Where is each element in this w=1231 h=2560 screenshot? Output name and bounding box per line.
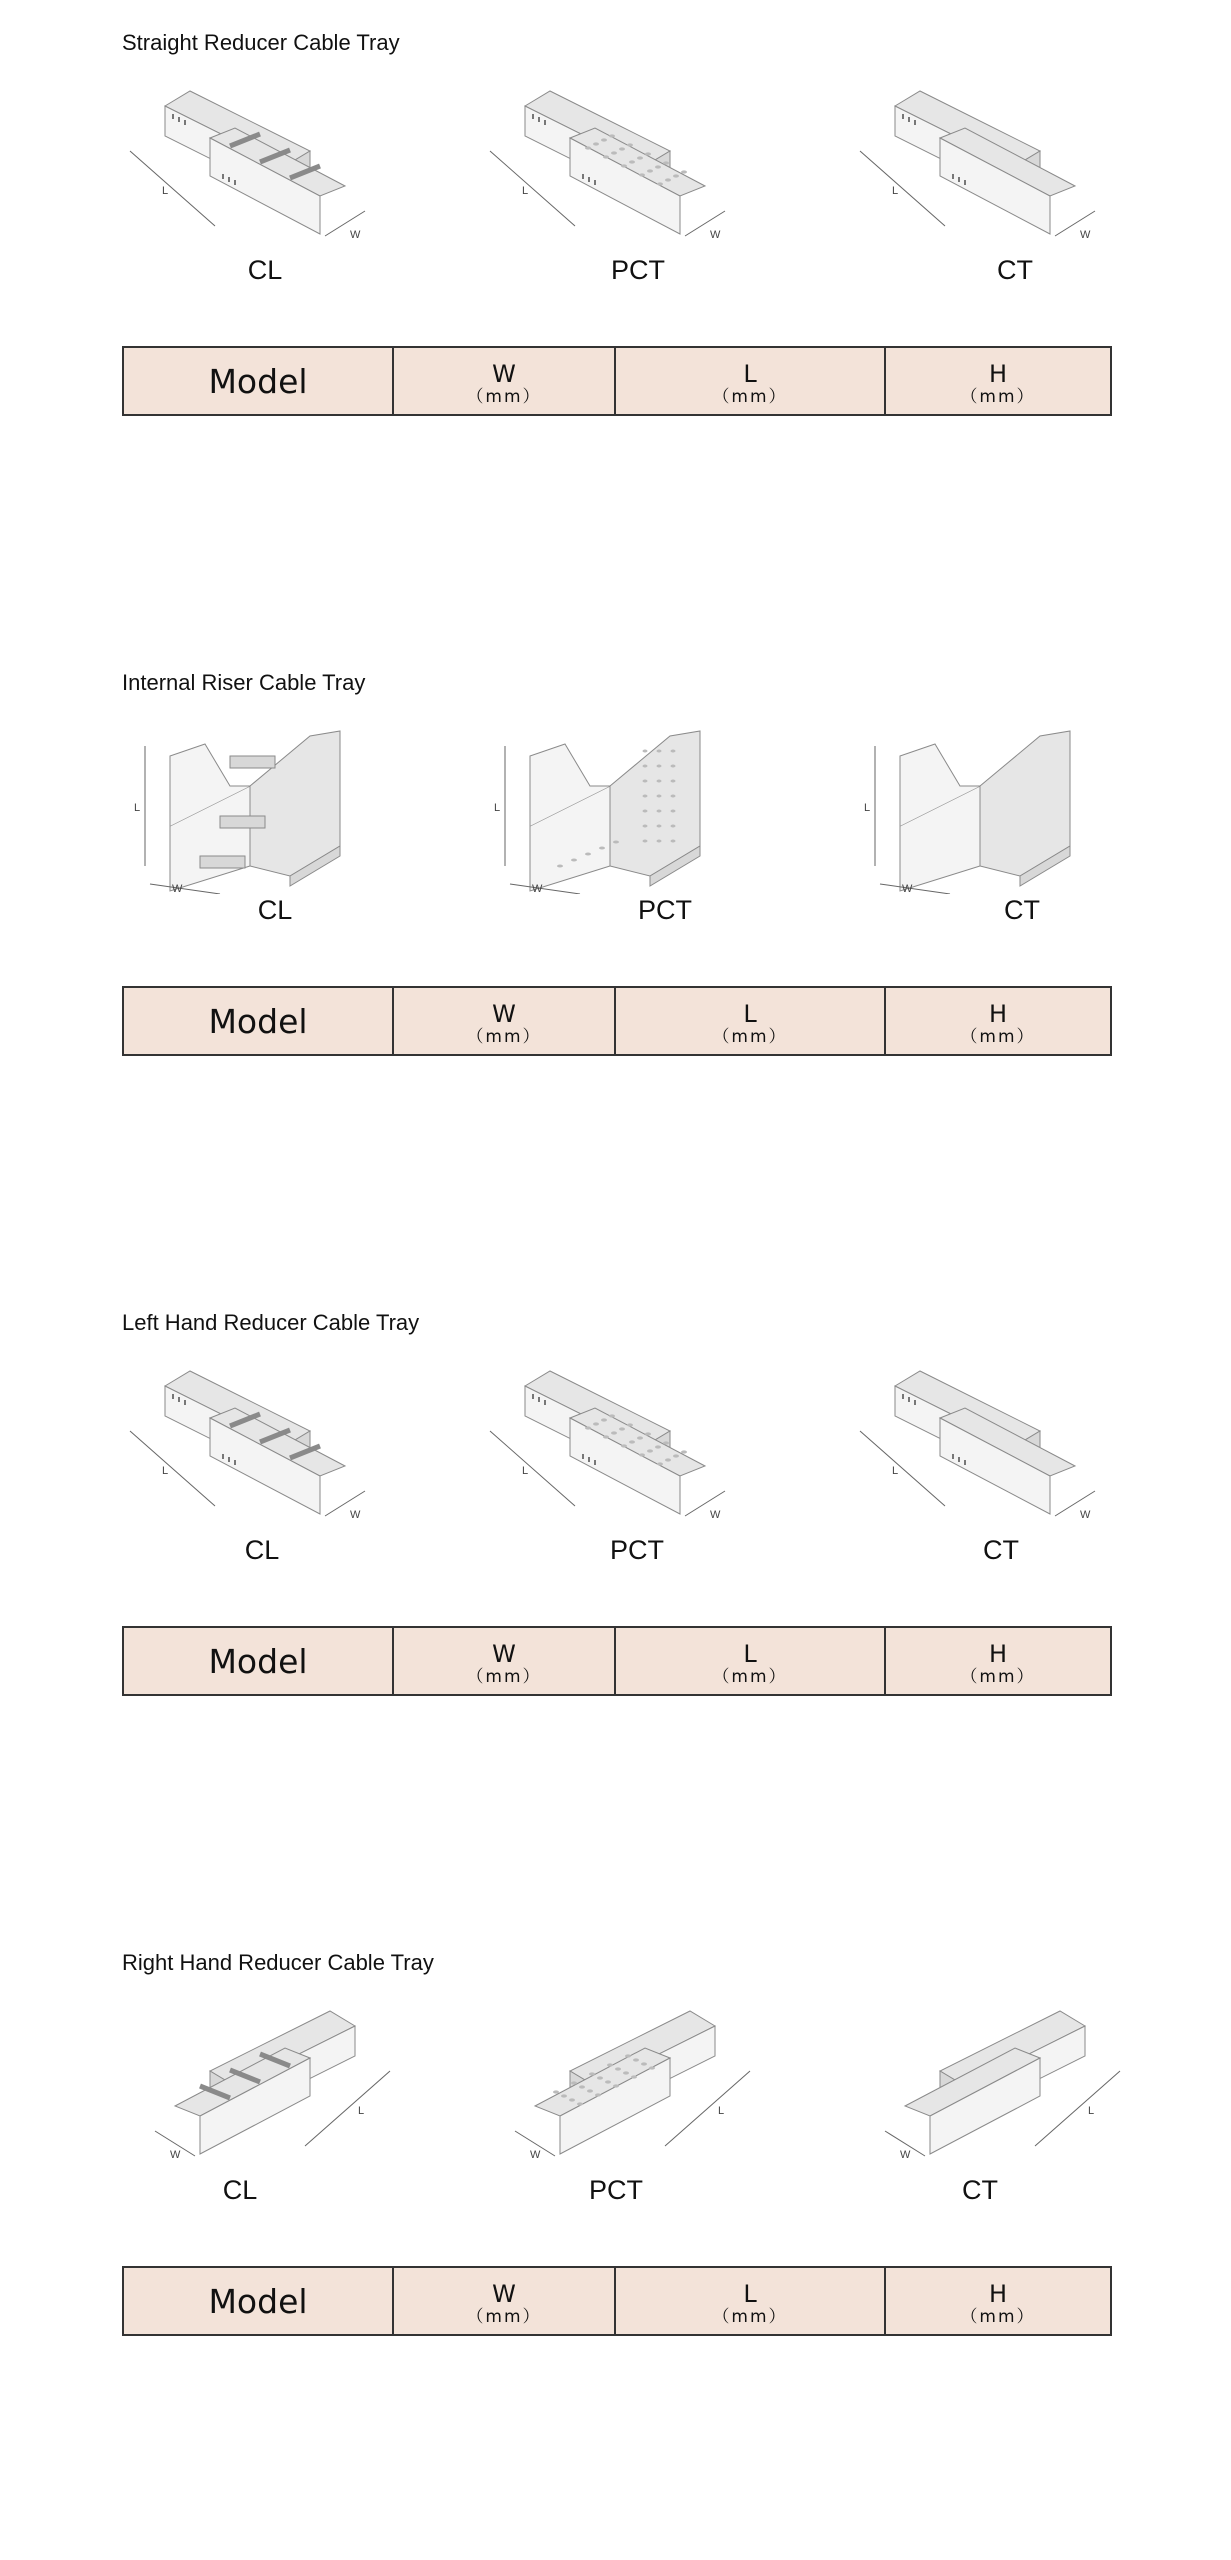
table-header-row bbox=[123, 1627, 1111, 1695]
svg-text:W: W bbox=[900, 2149, 911, 2161]
tray-illustration-cl bbox=[110, 1356, 410, 1534]
table-header-row bbox=[123, 2267, 1111, 2335]
header-model: Model bbox=[123, 987, 393, 1055]
cable-tray-cl-icon bbox=[110, 1996, 410, 2174]
cable-tray-pct-icon bbox=[470, 1996, 770, 2174]
svg-text:W: W bbox=[170, 2149, 181, 2161]
svg-text:W: W bbox=[710, 229, 721, 241]
spec-table bbox=[122, 986, 1112, 1056]
tray-illustration-pct bbox=[470, 76, 770, 254]
header-h: H （mm） bbox=[885, 987, 1111, 1055]
header-model: Model bbox=[123, 1627, 393, 1695]
spec-table bbox=[122, 1626, 1112, 1696]
variant-caption-ct: CT bbox=[962, 2175, 998, 2205]
header-model: Model bbox=[123, 2267, 393, 2335]
section-title: Right Hand Reducer Cable Tray bbox=[122, 1950, 434, 1975]
tray-illustration-pct bbox=[470, 716, 770, 894]
section-title: Straight Reducer Cable Tray bbox=[122, 30, 400, 55]
table-header-row bbox=[123, 347, 1111, 415]
svg-text:L: L bbox=[718, 2105, 725, 2117]
product-section bbox=[0, 1280, 1231, 1920]
variant-caption-pct: PCT bbox=[589, 2175, 643, 2205]
svg-text:L: L bbox=[162, 1465, 169, 1477]
variant-caption-pct: PCT bbox=[611, 255, 665, 285]
svg-text:W: W bbox=[172, 883, 183, 894]
svg-text:W: W bbox=[902, 883, 913, 894]
svg-text:L: L bbox=[892, 185, 899, 197]
cable-tray-cl-icon bbox=[110, 716, 410, 894]
variant-caption-cl: CL bbox=[247, 255, 283, 285]
svg-text:L: L bbox=[494, 802, 501, 814]
header-l: L （mm） bbox=[615, 987, 885, 1055]
cable-tray-pct-icon bbox=[470, 76, 770, 254]
table-header-row bbox=[123, 987, 1111, 1055]
svg-text:W: W bbox=[350, 229, 361, 241]
cable-tray-cl-icon bbox=[110, 76, 410, 254]
cable-tray-cl-icon bbox=[110, 1356, 410, 1534]
header-h: H （mm） bbox=[885, 1627, 1111, 1695]
tray-illustration-ct bbox=[840, 1996, 1140, 2174]
svg-text:W: W bbox=[530, 2149, 541, 2161]
tray-illustration-ct bbox=[840, 1356, 1140, 1534]
svg-text:L: L bbox=[892, 1465, 899, 1477]
section-title: Left Hand Reducer Cable Tray bbox=[122, 1310, 420, 1335]
cable-tray-pct-icon bbox=[470, 1356, 770, 1534]
tray-illustration-pct bbox=[470, 1996, 770, 2174]
cable-tray-ct-icon bbox=[840, 716, 1140, 894]
cable-tray-pct-icon bbox=[470, 716, 770, 894]
header-w: W （mm） bbox=[393, 1627, 615, 1695]
header-l: L （mm） bbox=[615, 347, 885, 415]
tray-illustration-cl bbox=[110, 716, 410, 894]
variant-caption-cl: CL bbox=[222, 2175, 258, 2205]
variant-caption-cl: CL bbox=[244, 1535, 280, 1565]
svg-text:W: W bbox=[532, 883, 543, 894]
variant-caption-ct: CT bbox=[997, 255, 1033, 285]
variant-caption-pct: PCT bbox=[610, 1535, 664, 1565]
svg-text:L: L bbox=[522, 185, 529, 197]
variant-caption-pct: PCT bbox=[638, 895, 692, 925]
svg-text:W: W bbox=[1080, 229, 1091, 241]
svg-text:L: L bbox=[522, 1465, 529, 1477]
cable-tray-ct-icon bbox=[840, 1996, 1140, 2174]
product-section bbox=[0, 0, 1231, 640]
spec-table bbox=[122, 346, 1112, 416]
header-w: W （mm） bbox=[393, 347, 615, 415]
header-w: W （mm） bbox=[393, 2267, 615, 2335]
header-h: H （mm） bbox=[885, 347, 1111, 415]
svg-text:W: W bbox=[350, 1509, 361, 1521]
header-l: L （mm） bbox=[615, 1627, 885, 1695]
header-h: H （mm） bbox=[885, 2267, 1111, 2335]
tray-illustration-ct bbox=[840, 716, 1140, 894]
variant-caption-cl: CL bbox=[257, 895, 293, 925]
svg-text:W: W bbox=[710, 1509, 721, 1521]
cable-tray-ct-icon bbox=[840, 76, 1140, 254]
svg-text:L: L bbox=[162, 185, 169, 197]
tray-illustration-cl bbox=[110, 76, 410, 254]
tray-illustration-cl bbox=[110, 1996, 410, 2174]
section-title: Internal Riser Cable Tray bbox=[122, 670, 366, 695]
header-l: L （mm） bbox=[615, 2267, 885, 2335]
product-section bbox=[0, 1920, 1231, 2560]
svg-text:L: L bbox=[134, 802, 141, 814]
tray-illustration-ct bbox=[840, 76, 1140, 254]
header-w: W （mm） bbox=[393, 987, 615, 1055]
cable-tray-ct-icon bbox=[840, 1356, 1140, 1534]
product-section bbox=[0, 640, 1231, 1280]
spec-table bbox=[122, 2266, 1112, 2336]
svg-text:L: L bbox=[864, 802, 871, 814]
tray-illustration-pct bbox=[470, 1356, 770, 1534]
header-model: Model bbox=[123, 347, 393, 415]
svg-text:L: L bbox=[1088, 2105, 1095, 2117]
svg-text:W: W bbox=[1080, 1509, 1091, 1521]
variant-caption-ct: CT bbox=[1004, 895, 1040, 925]
svg-text:L: L bbox=[358, 2105, 365, 2117]
variant-caption-ct: CT bbox=[983, 1535, 1019, 1565]
